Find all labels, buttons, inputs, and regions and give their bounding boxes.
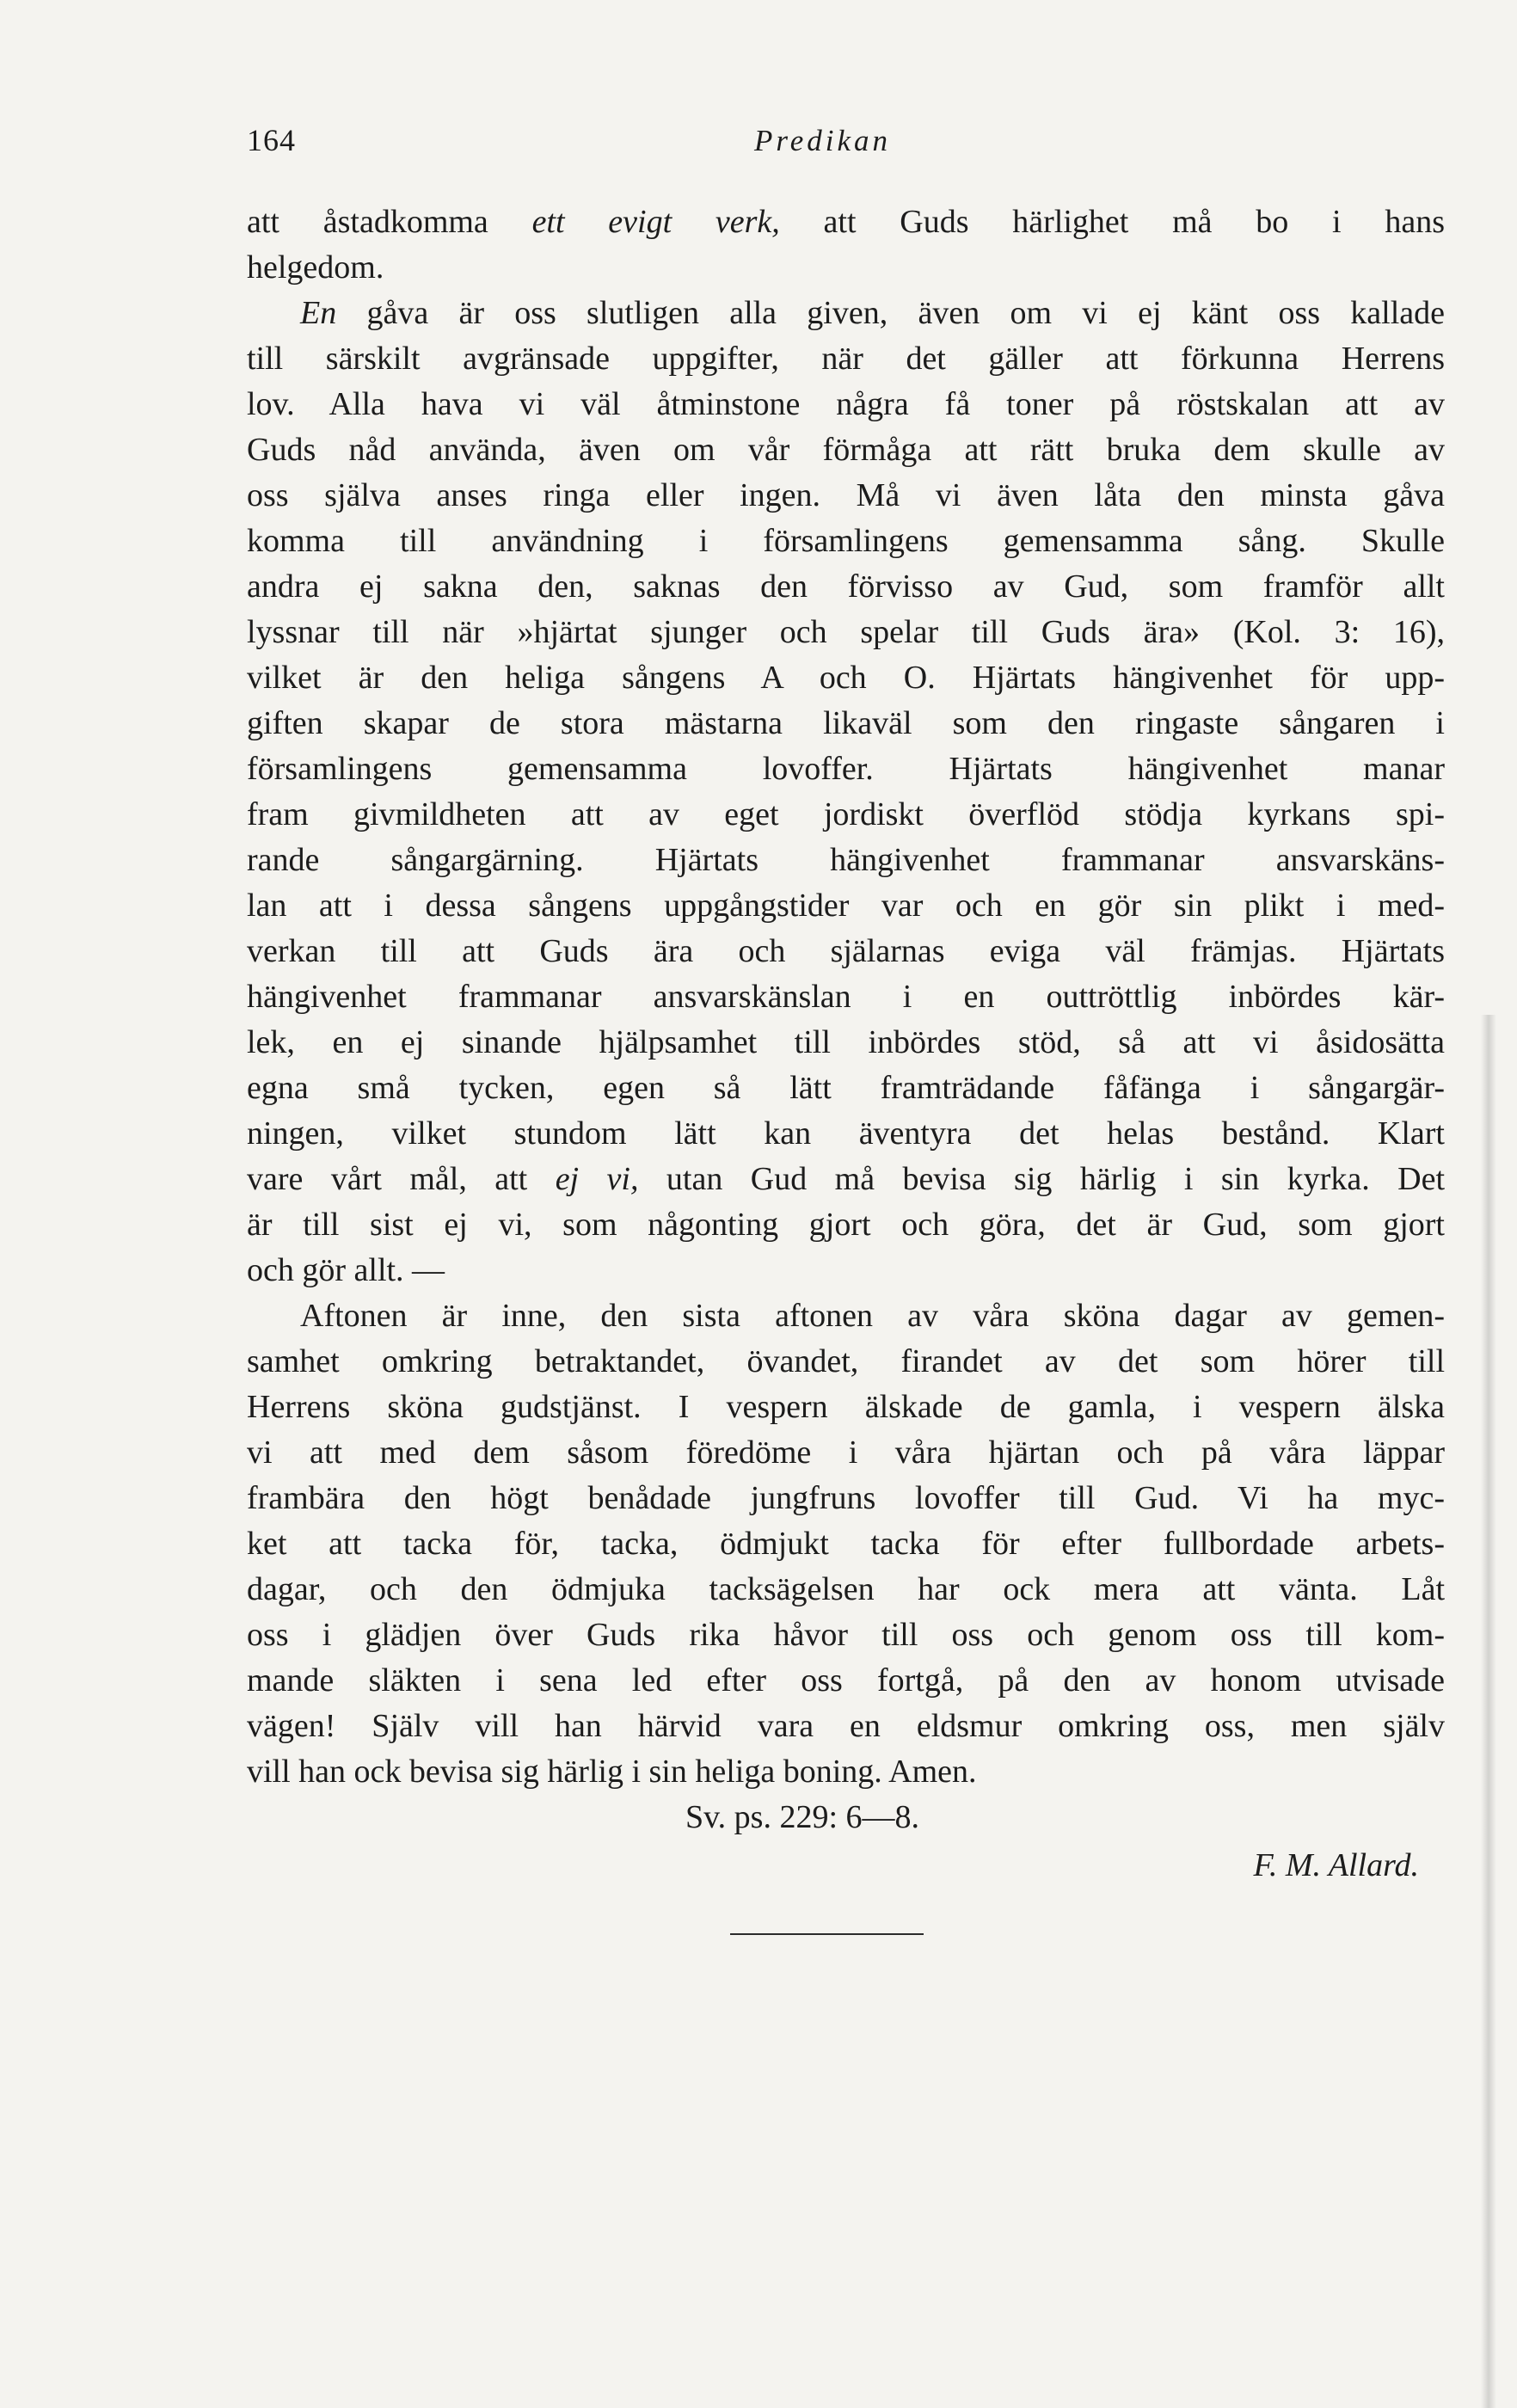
text-line: ket att tacka för, tacka, ödmjukt tacka för efter fullbordade arbets- xyxy=(247,1526,1445,1562)
text-line: verkan till att Guds ära och själarnas eviga väl främjas. Hjärtats xyxy=(247,933,1445,969)
text-line: vill han ock bevisa sig härlig i sin heliga boning. Amen. xyxy=(247,1754,977,1790)
text-line: samhet omkring betraktandet, övandet, firandet av det som hörer till xyxy=(247,1343,1445,1379)
text-line: vilket är den heliga sångens A och O. Hjärtats hängivenhet för upp- xyxy=(247,660,1445,696)
text-line: är till sist ej vi, som någonting gjort och göra, det är Gud, som gjort xyxy=(247,1207,1445,1243)
text-line: andra ej sakna den, saknas den förvisso av Gud, som framför allt xyxy=(247,568,1445,605)
section-divider xyxy=(730,1933,924,1935)
text-line: vi att med dem såsom föredöme i våra hjärtan och på våra läppar xyxy=(247,1434,1445,1471)
paragraph-start-line: Aftonen är inne, den sista aftonen av våra sköna dagar av gemen- xyxy=(300,1298,1445,1334)
text-line: lan att i dessa sångens uppgångstider var och en gör sin plikt i med- xyxy=(247,888,1445,924)
text-line: till särskilt avgränsade uppgifter, när det gäller att förkunna Herrens xyxy=(247,341,1445,377)
text-line: lek, en ej sinande hjälpsamhet till inbördes stöd, så att vi åsidosätta xyxy=(247,1024,1445,1060)
text-line: fram givmildheten att av eget jordiskt överflöd stödja kyrkans spi- xyxy=(247,796,1445,832)
text-line: komma till användning i församlingens gemensamma sång. Skulle xyxy=(247,523,1445,559)
text-line: Guds nåd använda, även om vår förmåga att rätt bruka dem skulle av xyxy=(247,432,1445,468)
text-line: hängivenhet frammanar ansvarskänslan i en outtröttlig inbördes kär- xyxy=(247,979,1445,1015)
text-line: och gör allt. — xyxy=(247,1252,445,1288)
scan-edge-shadow xyxy=(1481,1015,1496,2408)
text-line: helgedom. xyxy=(247,249,384,286)
text-line: ningen, vilket stundom lätt kan äventyra det helas bestånd. Klart xyxy=(247,1115,1445,1152)
author-signature: F. M. Allard. xyxy=(1253,1847,1419,1883)
text-line: egna små tycken, egen så lätt framträdande fåfänga i sångargär- xyxy=(247,1070,1445,1106)
text-line: att åstadkomma ett evigt verk, att Guds härlighet må bo i hans xyxy=(247,204,1445,240)
text-line: vägen! Själv vill han härvid vara en eldsmur omkring oss, men själv xyxy=(247,1708,1445,1744)
text-line: lyssnar till när »hjärtat sjunger och spelar till Guds ära» (Kol. 3: 16), xyxy=(247,614,1445,650)
page-number: 164 xyxy=(247,123,296,157)
text-line: lov. Alla hava vi väl åtminstone några få toner på röstskalan att av xyxy=(247,386,1445,422)
text-line: oss i glädjen över Guds rika håvor till oss och genom oss till kom- xyxy=(247,1617,1445,1653)
text-line: rande sångargärning. Hjärtats hängivenhet frammanar ansvarskäns- xyxy=(247,842,1445,878)
text-line: mande släkten i sena led efter oss fortgå, på den av honom utvisade xyxy=(247,1662,1445,1698)
running-title: Predikan xyxy=(754,124,891,157)
sermon-text xyxy=(247,200,1445,1890)
text-line: oss själva anses ringa eller ingen. Må vi även låta den minsta gåva xyxy=(247,477,1445,513)
text-line: församlingens gemensamma lovoffer. Hjärtats hängivenhet manar xyxy=(247,751,1445,787)
text-line: vare vårt mål, att ej vi, utan Gud må bevisa sig härlig i sin kyrka. Det xyxy=(247,1161,1445,1197)
paragraph-start-line: En gåva är oss slutligen alla given, även om vi ej känt oss kallade xyxy=(300,295,1445,331)
text-line: frambära den högt benådade jungfruns lovoffer till Gud. Vi ha myc- xyxy=(247,1480,1445,1516)
text-line: dagar, och den ödmjuka tacksägelsen har ock mera att vänta. Låt xyxy=(247,1571,1445,1607)
page-header xyxy=(247,122,1445,174)
text-line: giften skapar de stora mästarna likaväl som den ringaste sångaren i xyxy=(247,705,1445,741)
psalm-reference: Sv. ps. 229: 6—8. xyxy=(685,1799,920,1835)
text-line: Herrens sköna gudstjänst. I vespern älskade de gamla, i vespern älska xyxy=(247,1389,1445,1425)
